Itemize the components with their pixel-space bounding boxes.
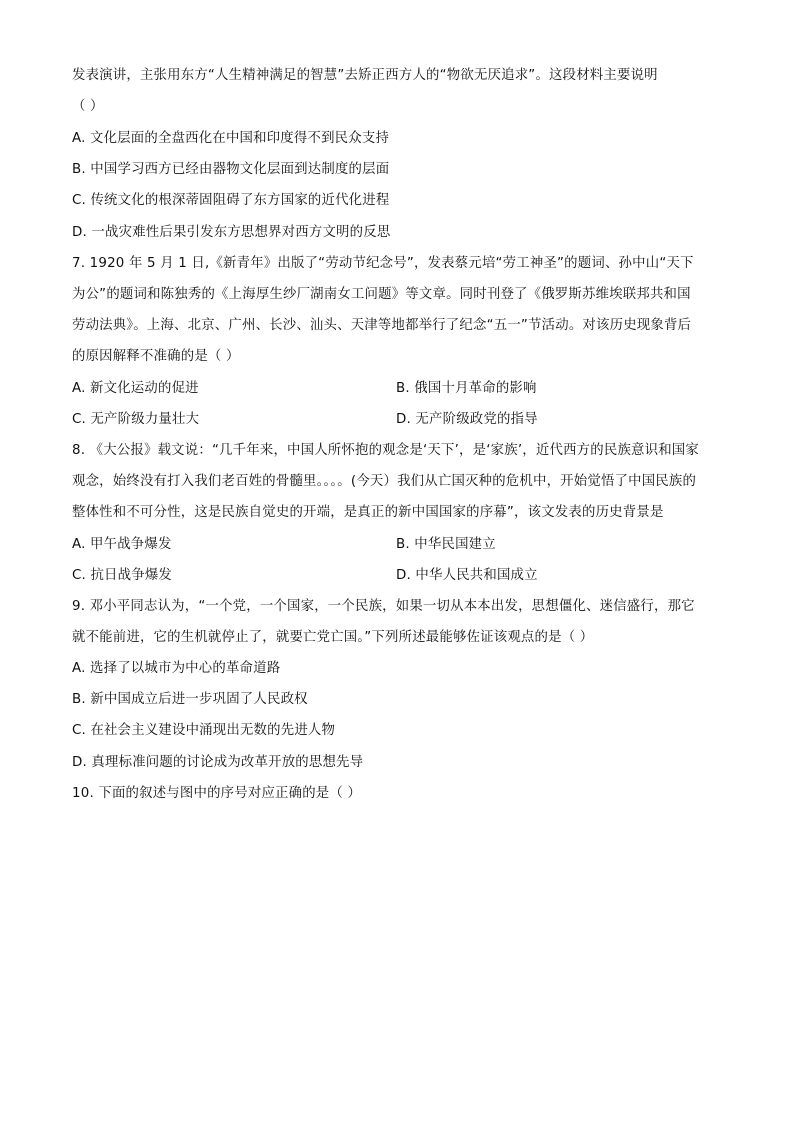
q7-option-d: D. 无产阶级政党的指导 (396, 412, 538, 427)
q8-option-c: C. 抗日战争爆发 (72, 568, 173, 583)
q7-stem-line-3: 劳动法典》。上海、北京、广州、长沙、汕头、天津等地都举行了纪念“五一”节活动。对该历史现象背后 (72, 318, 692, 333)
q6-stem-line-1: 发表演讲，主张用东方“人生精神满足的智慧”去矫正西方人的“物欲无厌追求”。这段材料主要说明 (72, 68, 658, 83)
q6-option-c: C. 传统文化的根深蒂固阻碍了东方国家的近代化进程 (72, 193, 390, 208)
q10-stem: 10. 下面的叙述与图中的序号对应正确的是（ ） (72, 786, 362, 801)
q7-option-c: C. 无产阶级力量壮大 (72, 412, 200, 427)
q7-stem-line-2: 为公”的题词和陈独秀的《上海厚生纱厂湖南女工问题》等文章。同时刊登了《俄罗斯苏维埃联邦共和国 (72, 287, 691, 302)
q9-stem-line-2: 就不能前进，它的生机就停止了，就要亡党亡国。”下列所述最能够佐证该观点的是（ ） (72, 630, 594, 645)
q6-stem-line-2: （ ） (72, 99, 104, 114)
q7-option-b: B. 俄国十月革命的影响 (396, 381, 537, 396)
q8-option-a: A. 甲午战争爆发 (72, 537, 172, 552)
q8-stem-line-3: 整体性和不可分性，这是民族自觉史的开端，是真正的新中国国家的序幕”，该文发表的历史背景是 (72, 505, 664, 520)
q7-option-a: A. 新文化运动的促进 (72, 381, 199, 396)
q9-option-c: C. 在社会主义建设中涌现出无数的先进人物 (72, 723, 336, 738)
q8-stem-line-1: 8. 《大公报》载文说：“几千年来，中国人所怀抱的观念是‘天下’，是‘家族’，近代西方的民族意识和国家 (72, 443, 699, 458)
q9-stem-line-1: 9. 邓小平同志认为，“一个党，一个国家，一个民族，如果一切从本本出发，思想僵化、迷信盛行，那它 (72, 599, 695, 614)
q9-option-b: B. 新中国成立后进一步巩固了人民政权 (72, 692, 308, 707)
q7-stem-line-4: 的原因解释不准确的是（ ） (72, 349, 240, 364)
q6-option-d: D. 一战灾难性后果引发东方思想界对西方文明的反思 (72, 225, 391, 240)
q8-stem-line-2: 观念，始终没有打入我们老百姓的骨髓里。。。。(今天）我们从亡国灭种的危机中，开始觉悟了中国民族的 (72, 474, 697, 489)
q6-option-b: B. 中国学习西方已经由器物文化层面到达制度的层面 (72, 162, 390, 177)
q9-option-a: A. 选择了以城市为中心的革命道路 (72, 661, 281, 676)
q8-option-d: D. 中华人民共和国成立 (396, 568, 538, 583)
q7-stem-line-1: 7. 1920 年 5 月 1 日,《新青年》出版了“劳动节纪念号”，发表蔡元培“劳工神圣”的题词、孙中山“天下 (72, 256, 694, 271)
q6-option-a: A. 文化层面的全盘西化在中国和印度得不到民众支持 (72, 131, 390, 146)
q8-option-b: B. 中华民国建立 (396, 537, 496, 552)
q9-option-d: D. 真理标准问题的讨论成为改革开放的思想先导 (72, 755, 364, 770)
